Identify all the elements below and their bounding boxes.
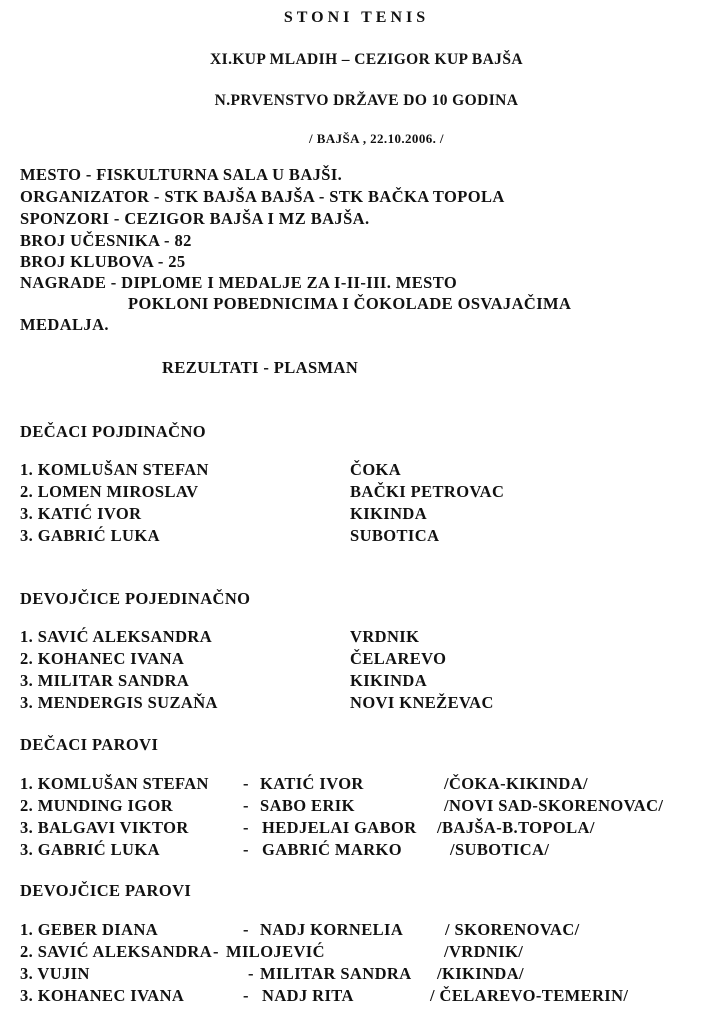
list-item [0, 460, 713, 480]
player-name: 3. KATIĆ IVOR [20, 504, 142, 523]
club-name: BAČKI PETROVAC [350, 482, 505, 501]
list-item [0, 693, 713, 713]
page-title: STONI TENIS [283, 9, 430, 26]
list-item [0, 482, 713, 502]
player-two: NADJ RITA [262, 986, 354, 1005]
list-item [0, 671, 713, 691]
club-name: /NOVI SAD-SKORENOVAC/ [444, 796, 664, 815]
championship-title: N.PRVENSTVO DRŽAVE DO 10 GODINA [214, 92, 519, 109]
player-one: 3. BALGAVI VIKTOR [20, 818, 189, 837]
club-name: /VRDNIK/ [444, 942, 524, 961]
player-name: 3. MENDERGIS SUZAŇA [20, 693, 218, 712]
pair-separator: - [243, 840, 249, 859]
player-one: 2. SAVIĆ ALEKSANDRA [20, 942, 213, 961]
player-name: 2. KOHANEC IVANA [20, 649, 185, 668]
cup-title: XI.KUP MLADIH – CEZIGOR KUP BAJŠA [210, 51, 523, 68]
section-title-boys-doubles: DEČACI PAROVI [20, 735, 159, 754]
list-item [0, 942, 713, 962]
player-name: 1. KOMLUŠAN STEFAN [20, 460, 209, 479]
player-name: 1. SAVIĆ ALEKSANDRA [20, 627, 213, 646]
club-name: /SUBOTICA/ [450, 840, 550, 859]
player-two: KATIĆ IVOR [260, 774, 364, 793]
club-name: /ČOKA-KIKINDA/ [444, 774, 589, 793]
event-date: / BAJŠA , 22.10.2006. / [309, 131, 444, 146]
player-two: GABRIĆ MARKO [262, 840, 403, 859]
organizer-line: ORGANIZATOR - STK BAJŠA BAJŠA - STK BAČKA TOPOLA [20, 187, 505, 206]
list-item [0, 840, 713, 860]
player-two: MILOJEVIĆ [226, 942, 325, 961]
pair-separator: - [243, 818, 249, 837]
section-title-boys-singles: DEČACI POJDINAČNO [20, 422, 207, 441]
awards-line-cont: POKLONI POBEDNICIMA I ČOKOLADE OSVAJAČIMA [128, 294, 572, 313]
player-two: SABO ERIK [260, 796, 355, 815]
sponsors-line: SPONZORI - CEZIGOR BAJŠA I MZ BAJŠA. [20, 209, 370, 228]
club-name: / ČELAREVO-TEMERIN/ [430, 986, 629, 1005]
clubs-line: BROJ KLUBOVA - 25 [20, 252, 186, 271]
player-two: NADJ KORNELIA [260, 920, 404, 939]
list-item [0, 986, 713, 1006]
player-one: 1. GEBER DIANA [20, 920, 159, 939]
club-name: SUBOTICA [350, 526, 440, 545]
club-name: /BAJŠA-B.TOPOLA/ [437, 818, 595, 837]
club-name: ČELAREVO [350, 649, 447, 668]
section-title-girls-doubles: DEVOJČICE PAROVI [20, 881, 192, 900]
pair-separator: - [248, 964, 254, 983]
player-one: 3. KOHANEC IVANA [20, 986, 185, 1005]
club-name: KIKINDA [350, 504, 428, 523]
player-one: 2. MUNDING IGOR [20, 796, 174, 815]
club-name: /KIKINDA/ [437, 964, 525, 983]
pair-separator: - [243, 920, 249, 939]
awards-line: NAGRADE - DIPLOME I MEDALJE ZA I-II-III. MESTO [20, 273, 458, 292]
list-item [0, 964, 713, 984]
results-heading: REZULTATI - PLASMAN [162, 358, 359, 377]
list-item [0, 920, 713, 940]
awards-line-end: MEDALJA. [20, 315, 109, 334]
pair-separator: - [213, 942, 219, 961]
player-two: MILITAR SANDRA [260, 964, 412, 983]
list-item [0, 526, 713, 546]
section-title-girls-singles: DEVOJČICE POJEDINAČNO [20, 589, 251, 608]
pair-separator: - [243, 796, 249, 815]
venue-line: MESTO - FISKULTURNA SALA U BAJŠI. [20, 165, 343, 184]
club-name: NOVI KNEŽEVAC [350, 693, 494, 712]
club-name: VRDNIK [350, 627, 420, 646]
club-name: / SKORENOVAC/ [445, 920, 580, 939]
list-item [0, 627, 713, 647]
pair-separator: - [243, 774, 249, 793]
list-item [0, 774, 713, 794]
list-item [0, 649, 713, 669]
participants-line: BROJ UČESNIKA - 82 [20, 231, 192, 250]
list-item [0, 504, 713, 524]
list-item [0, 796, 713, 816]
player-one: 1. KOMLUŠAN STEFAN [20, 774, 209, 793]
pair-separator: - [243, 986, 249, 1005]
player-one: 3. VUJIN [20, 964, 90, 983]
club-name: KIKINDA [350, 671, 428, 690]
club-name: ČOKA [350, 460, 402, 479]
list-item [0, 818, 713, 838]
player-one: 3. GABRIĆ LUKA [20, 840, 160, 859]
player-name: 3. GABRIĆ LUKA [20, 526, 160, 545]
player-name: 2. LOMEN MIROSLAV [20, 482, 199, 501]
player-two: HEDJELAI GABOR [262, 818, 417, 837]
player-name: 3. MILITAR SANDRA [20, 671, 190, 690]
